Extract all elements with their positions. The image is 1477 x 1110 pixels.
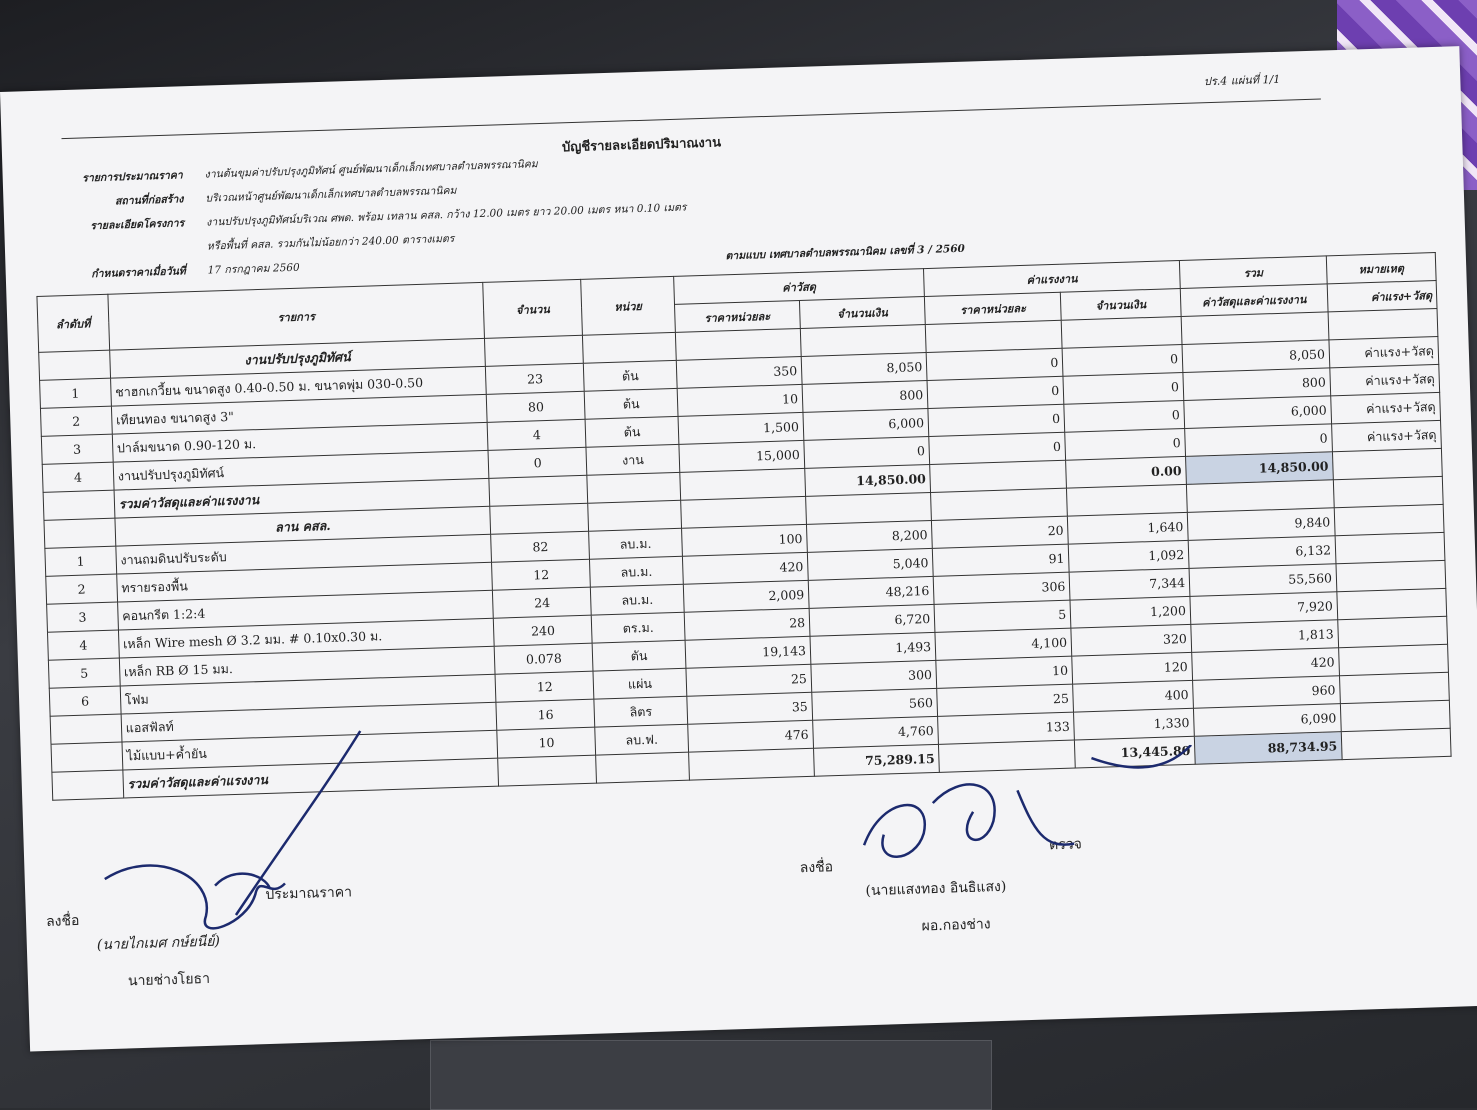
col-total-sub: ค่าวัสดุและค่าแรงงาน [1180,284,1328,317]
table-row: 2 ทรายรองพื้น 12 ลบ.ม. 420 5,040 91 1,092 6,132 [46,532,1445,604]
table-row: 1 งานถมดินปรับระดับ 82 ลบ.ม. 100 8,200 20 1,640 9,840 [45,504,1444,576]
document-title: บัญชีรายละเอียดปริมาณงาน [561,135,722,156]
signature-estimator [90,719,417,949]
table-row: 6 โฟม 12 แผ่น 25 300 10 120 420 [49,644,1448,716]
table-row: 4 งานปรับปรุงภูมิทัศน์ 0 งาน 15,000 0 0 0 0 ค่าแรง+วัสดุ [42,420,1441,492]
header-line: รายการประมาณราคา งานต้นขุมค่าปรับปรุงภูมิทัศน์ ศูนย์พัฒนาเด็กเล็กเทศบาลตำบลพรรณานิคม [82,158,538,185]
sign-label-left: ลงชื่อ [45,912,80,930]
table-row: 3 คอนกรีต 1:2:4 24 ลบ.ม. 2,009 48,216 306 7,344 55,560 [47,560,1446,632]
subtotal-material: 14,850.00 [805,464,931,496]
header-line: หรือพื้นที่ คสล. รวมกันไม่น้อยกว่า 240.00 ตารางเมตร [206,232,455,253]
header-line: กำหนดราคาเมื่อวันที่ 17 กรกฎาคม 2560 [91,261,300,281]
col-material-amount: จำนวนเงิน [799,297,925,329]
drawing-reference: ตามแบบ เทศบาลตำบลพรรณานิคม เลขที่ 3 / 2560 [725,242,966,263]
col-total: รวม [1179,256,1327,289]
table-row: 1 ชาฮกเกวี้ยน ขนาดสูง 0.40-0.50 ม. ขนาดพุ่ม 030-0.50 23 ต้น 350 8,050 0 0 8,050 ค่าแรง+วัสดุ [40,336,1439,408]
col-labour: ค่าแรงงาน [924,261,1181,297]
quantity-table [36,252,1451,801]
table-row: 4 เหล็ก Wire mesh Ø 3.2 มม. # 0.10x0.30 ม. 240 ตร.ม. 28 6,720 5 1,200 7,920 [47,588,1446,660]
table-row: 3 ปาล์มขนาด 0.90-120 ม. 4 ต้น 1,500 6,000 0 0 6,000 ค่าแรง+วัสดุ [41,392,1440,464]
signature-checker [841,745,1205,886]
table-row: 5 เหล็ก RB Ø 15 มม. 0.078 ตัน 19,143 1,493 4,100 320 1,813 [48,616,1447,688]
page-number: ปร.4 แผ่นที่ 1/1 [1203,72,1281,89]
col-item: รายการ [108,282,485,350]
sign-label-right: ลงชื่อ [799,859,834,877]
table-row: แอสฟัลท์ 16 ลิตร 35 560 25 400 960 [50,672,1449,744]
name-estimator: (นายไกเมศ กษ์ยนีย์) [96,933,221,954]
section-title: ลาน คสล. [115,506,491,546]
subtotal-labour: 13,445.80 [1075,736,1196,768]
col-qty: จำนวน [483,279,583,338]
table-row: 2 เทียนทอง ขนาดสูง 3" 80 ต้น 10 800 0 0 800 ค่าแรง+วัสดุ [40,364,1439,436]
name-checker: (นายแสงทอง อินธิแสง) [865,878,1007,900]
col-unit: หน่วย [581,276,675,335]
remark-cell: ค่าแรง+วัสดุ [1327,280,1437,311]
header-line: รายละเอียดโครงการ งานปรับปรุงภูมิทัศน์บริเวณ ศพด. พร้อม เทลาน คสล. กว้าง 12.00 เมตร ยาว 20.00 เมตร หนา 0.10 เมตร [90,201,687,233]
col-no: ลำดับที่ [37,294,109,352]
section-title: งานปรับปรุงภูมิทัศน์ [109,338,485,378]
table-row: ไม้แบบ+ค้ำยัน 10 ลบ.ฟ. 476 4,760 133 1,330 6,090 [51,700,1450,772]
col-labour-amount: จำนวนเงิน [1061,289,1182,321]
col-material-unit: ราคาหน่วยละ [674,300,800,332]
title-estimator: นายช่างโยธา [127,970,211,990]
laptop-trackpad [430,1040,992,1110]
subtotal-row: รวมค่าวัสดุและค่าแรงงาน 75,289.15 13,445.80 88,734.95 [52,728,1451,800]
subtotal-material: 75,289.15 [814,744,940,776]
document-sheet [0,46,1477,1051]
subtotal-total: 14,850.00 [1186,452,1334,485]
subtotal-labour: 0.00 [1066,456,1187,488]
role-estimator: ประมาณราคา [265,884,353,904]
col-remark: หมายเหตุ [1326,252,1436,283]
col-labour-unit: ราคาหน่วยละ [925,292,1062,324]
title-checker: ผอ.กองช่าง [921,916,991,935]
subtotal-row: รวมค่าวัสดุและค่าแรงงาน 14,850.00 0.00 14,850.00 [43,448,1442,520]
header-line: สถานที่ก่อสร้าง บริเวณหน้าศูนย์พัฒนาเด็กเล็กเทศบาลตำบลพรรณานิคม [114,184,457,208]
role-checker: ตรวจ [1048,836,1083,854]
subtotal-total: 88,734.95 [1194,732,1342,765]
col-material: ค่าวัสดุ [673,269,924,305]
